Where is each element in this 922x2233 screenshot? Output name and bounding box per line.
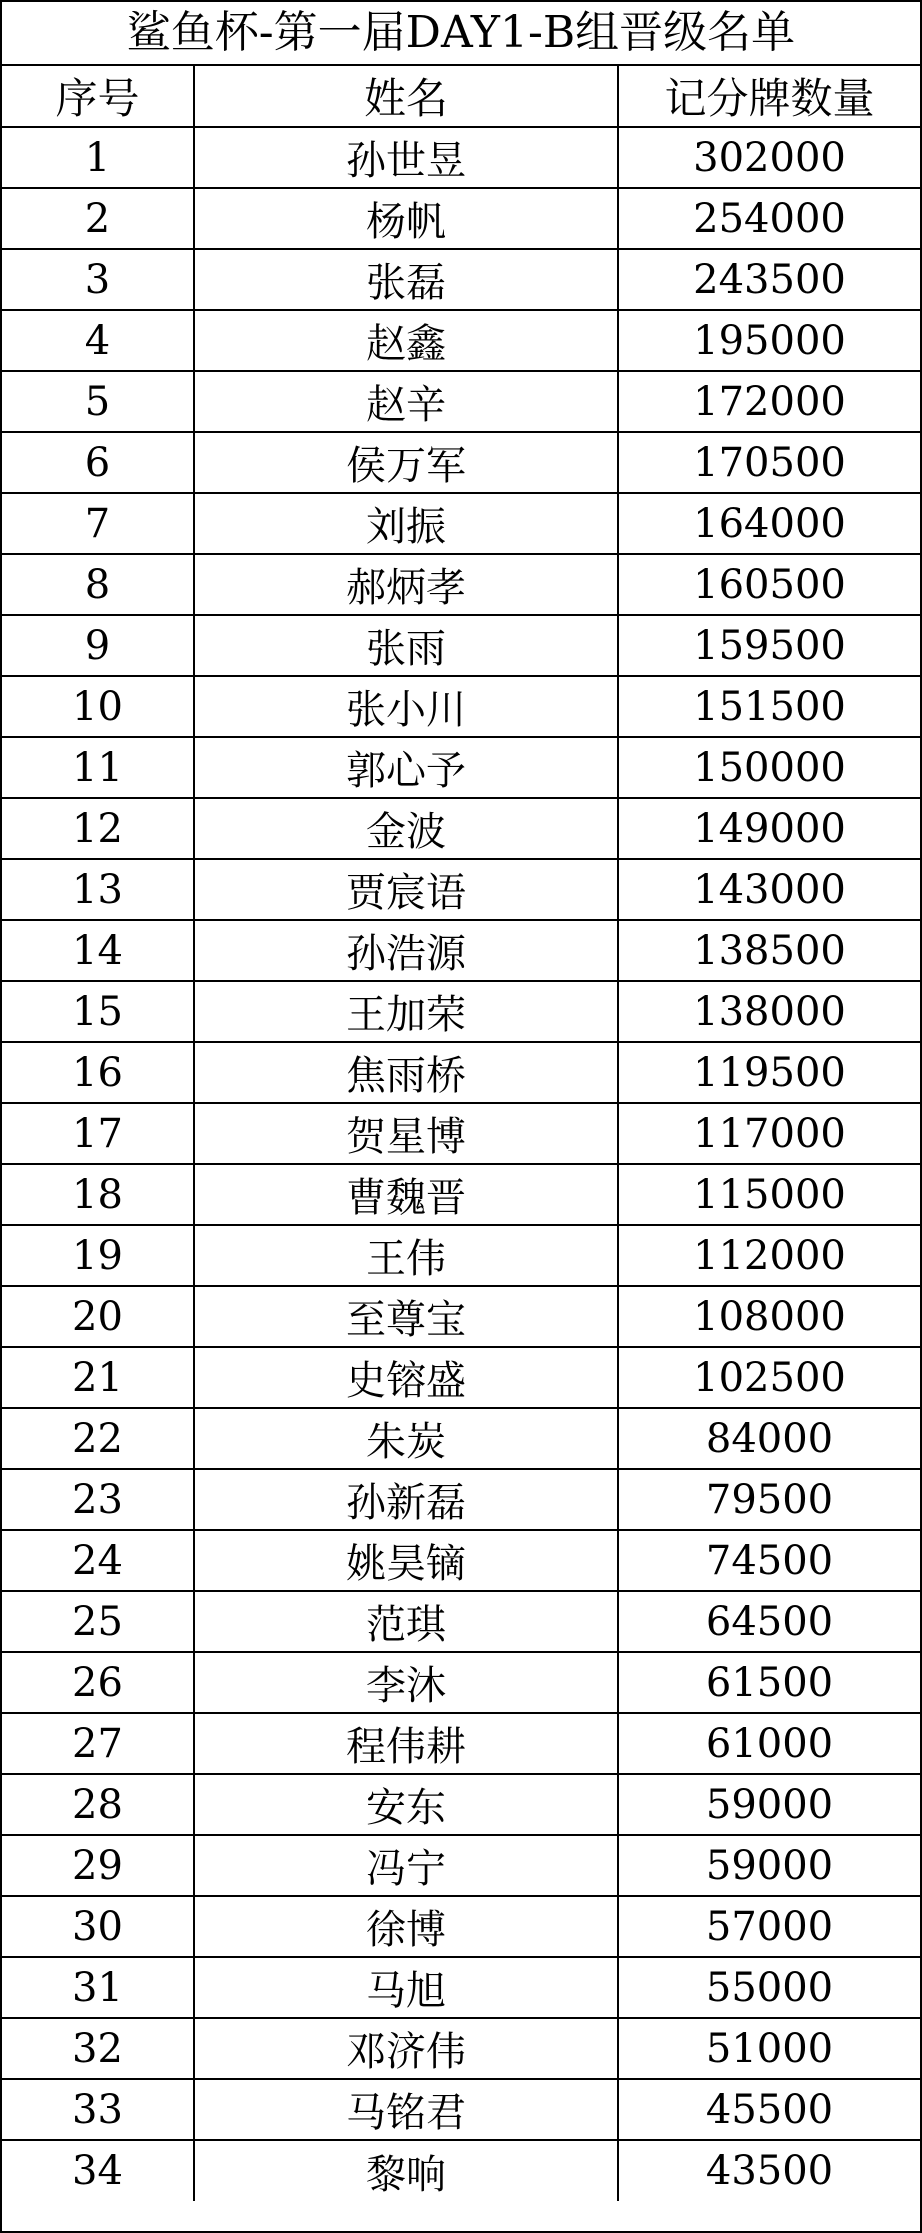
table-row xyxy=(2,127,920,188)
row-index-cell: 21 xyxy=(2,1347,194,1408)
table-row xyxy=(2,554,920,615)
row-score-cell: 59000 xyxy=(618,1835,920,1896)
row-index-cell: 16 xyxy=(2,1042,194,1103)
row-name-cell: 邓济伟 xyxy=(194,2018,618,2079)
row-score-cell: 112000 xyxy=(618,1225,920,1286)
row-index-cell: 8 xyxy=(2,554,194,615)
row-score-cell: 195000 xyxy=(618,310,920,371)
row-name-cell: 焦雨桥 xyxy=(194,1042,618,1103)
row-index-cell: 7 xyxy=(2,493,194,554)
row-name-cell: 徐博 xyxy=(194,1896,618,1957)
row-name-cell: 马旭 xyxy=(194,1957,618,2018)
row-index-cell: 23 xyxy=(2,1469,194,1530)
qualifier-table xyxy=(2,66,920,2201)
row-name-cell: 史镕盛 xyxy=(194,1347,618,1408)
row-index-cell: 27 xyxy=(2,1713,194,1774)
table-row xyxy=(2,1896,920,1957)
table-row xyxy=(2,1408,920,1469)
row-index-cell: 6 xyxy=(2,432,194,493)
row-score-cell: 64500 xyxy=(618,1591,920,1652)
row-score-cell: 57000 xyxy=(618,1896,920,1957)
row-score-cell: 55000 xyxy=(618,1957,920,2018)
row-score-cell: 138500 xyxy=(618,920,920,981)
row-score-cell: 243500 xyxy=(618,249,920,310)
row-score-cell: 159500 xyxy=(618,615,920,676)
table-row xyxy=(2,249,920,310)
row-name-cell: 黎响 xyxy=(194,2140,618,2201)
row-score-cell: 143000 xyxy=(618,859,920,920)
row-score-cell: 102500 xyxy=(618,1347,920,1408)
row-index-cell: 22 xyxy=(2,1408,194,1469)
table-row xyxy=(2,1957,920,2018)
row-index-cell: 29 xyxy=(2,1835,194,1896)
row-name-cell: 郝炳孝 xyxy=(194,554,618,615)
row-score-cell: 51000 xyxy=(618,2018,920,2079)
row-index-cell: 2 xyxy=(2,188,194,249)
table-row xyxy=(2,615,920,676)
table-row xyxy=(2,371,920,432)
table-row xyxy=(2,1835,920,1896)
row-index-cell: 11 xyxy=(2,737,194,798)
header-row xyxy=(2,66,920,127)
table-body xyxy=(2,127,920,2201)
column-header-name: 姓名 xyxy=(194,66,618,127)
sheet-title: 鲨鱼杯-第一届DAY1-B组晋级名单 xyxy=(2,2,920,66)
row-index-cell: 12 xyxy=(2,798,194,859)
row-score-cell: 74500 xyxy=(618,1530,920,1591)
row-name-cell: 马铭君 xyxy=(194,2079,618,2140)
row-index-cell: 13 xyxy=(2,859,194,920)
row-name-cell: 杨帆 xyxy=(194,188,618,249)
row-index-cell: 1 xyxy=(2,127,194,188)
row-score-cell: 170500 xyxy=(618,432,920,493)
table-row xyxy=(2,2140,920,2201)
row-score-cell: 61000 xyxy=(618,1713,920,1774)
table-row xyxy=(2,981,920,1042)
row-score-cell: 43500 xyxy=(705,2148,834,2194)
row-index-cell: 32 xyxy=(2,2018,194,2079)
row-name-cell: 曹魏晋 xyxy=(194,1164,618,1225)
table-row xyxy=(2,432,920,493)
row-index-cell: 28 xyxy=(2,1774,194,1835)
row-score-cell: 84000 xyxy=(618,1408,920,1469)
table-row xyxy=(2,1225,920,1286)
row-score-cell: 79500 xyxy=(618,1469,920,1530)
row-index-cell: 17 xyxy=(2,1103,194,1164)
row-index-cell: 26 xyxy=(2,1652,194,1713)
row-name-cell: 安东 xyxy=(194,1774,618,1835)
row-score-cell: 302000 xyxy=(618,127,920,188)
row-index-cell: 10 xyxy=(2,676,194,737)
table-row xyxy=(2,1347,920,1408)
table-row xyxy=(2,188,920,249)
row-name-cell: 张雨 xyxy=(194,615,618,676)
row-index-cell: 3 xyxy=(2,249,194,310)
row-name-cell: 赵辛 xyxy=(194,371,618,432)
row-score-cell: 160500 xyxy=(618,554,920,615)
row-name-cell: 孙新磊 xyxy=(194,1469,618,1530)
table-row xyxy=(2,1652,920,1713)
row-name-cell: 贺星博 xyxy=(194,1103,618,1164)
row-name-cell: 程伟耕 xyxy=(194,1713,618,1774)
row-index-cell: 18 xyxy=(2,1164,194,1225)
table-row xyxy=(2,1774,920,1835)
table-row xyxy=(2,1103,920,1164)
row-name-cell: 孙浩源 xyxy=(194,920,618,981)
row-score-cell: 108000 xyxy=(618,1286,920,1347)
row-index-cell: 25 xyxy=(2,1591,194,1652)
row-index-cell: 15 xyxy=(2,981,194,1042)
row-score-cell: 61500 xyxy=(618,1652,920,1713)
row-index-cell: 5 xyxy=(2,371,194,432)
row-name-cell: 郭心予 xyxy=(194,737,618,798)
row-score-cell: 254000 xyxy=(618,188,920,249)
row-name-cell: 王伟 xyxy=(194,1225,618,1286)
row-score-cell: 149000 xyxy=(618,798,920,859)
row-name-cell: 孙世昱 xyxy=(194,127,618,188)
row-index-cell: 33 xyxy=(2,2079,194,2140)
row-score-cell: 119500 xyxy=(618,1042,920,1103)
column-header-score: 记分牌数量 xyxy=(618,66,920,127)
table-row xyxy=(2,1713,920,1774)
row-score-cell: 151500 xyxy=(618,676,920,737)
table-row xyxy=(2,310,920,371)
row-index-cell: 34 xyxy=(2,2140,194,2201)
row-score-cell: 150000 xyxy=(618,737,920,798)
row-name-cell: 刘振 xyxy=(194,493,618,554)
row-name-cell: 李沐 xyxy=(194,1652,618,1713)
row-index-cell: 19 xyxy=(2,1225,194,1286)
row-name-cell: 范琪 xyxy=(194,1591,618,1652)
row-score-cell: 45500 xyxy=(618,2079,920,2140)
row-index-cell: 31 xyxy=(2,1957,194,2018)
row-index-cell: 9 xyxy=(2,615,194,676)
row-score-cell: 172000 xyxy=(618,371,920,432)
table-row xyxy=(2,798,920,859)
table-row xyxy=(2,2018,920,2079)
row-name-cell: 赵鑫 xyxy=(194,310,618,371)
row-name-cell: 冯宁 xyxy=(194,1835,618,1896)
row-name-cell: 至尊宝 xyxy=(194,1286,618,1347)
row-name-cell: 朱炭 xyxy=(194,1408,618,1469)
table-row xyxy=(2,1530,920,1591)
row-index-cell: 4 xyxy=(2,310,194,371)
row-name-cell: 贾宸语 xyxy=(194,859,618,920)
row-score-cell: 59000 xyxy=(618,1774,920,1835)
row-name-cell: 王加荣 xyxy=(194,981,618,1042)
row-index-cell: 20 xyxy=(2,1286,194,1347)
row-name-cell: 金波 xyxy=(194,798,618,859)
table-row xyxy=(2,2079,920,2140)
row-name-cell: 张小川 xyxy=(194,676,618,737)
table-row xyxy=(2,1469,920,1530)
row-score-cell: 117000 xyxy=(618,1103,920,1164)
row-name-cell: 姚昊镝 xyxy=(194,1530,618,1591)
table-row xyxy=(2,676,920,737)
row-index-cell: 14 xyxy=(2,920,194,981)
table-row xyxy=(2,920,920,981)
row-name-cell: 侯万军 xyxy=(194,432,618,493)
table-row xyxy=(2,493,920,554)
table-header xyxy=(2,66,920,127)
row-score-cell: 164000 xyxy=(618,493,920,554)
table-row xyxy=(2,1286,920,1347)
table-row xyxy=(2,737,920,798)
row-name-cell: 张磊 xyxy=(194,249,618,310)
table-row xyxy=(2,1042,920,1103)
row-score-cell: 115000 xyxy=(618,1164,920,1225)
table-row xyxy=(2,859,920,920)
column-header-index: 序号 xyxy=(2,66,194,127)
row-index-cell: 30 xyxy=(2,1896,194,1957)
row-score-cell: 138000 xyxy=(618,981,920,1042)
table-row xyxy=(2,1591,920,1652)
row-index-cell: 24 xyxy=(2,1530,194,1591)
table-row xyxy=(2,1164,920,1225)
